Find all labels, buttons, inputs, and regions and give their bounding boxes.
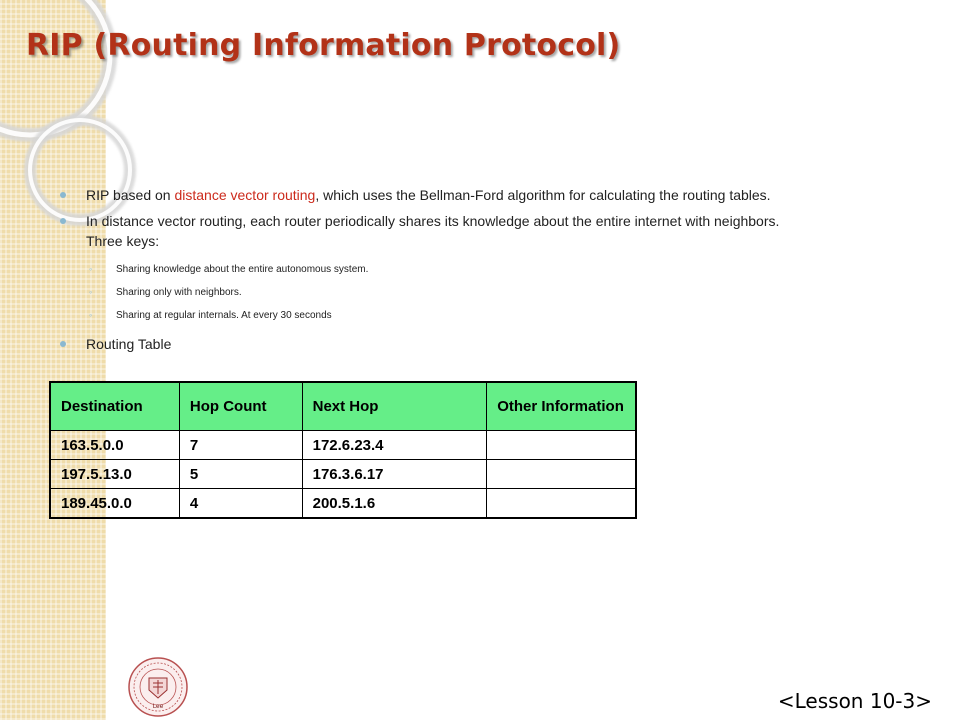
ring-bullet-icon: ◦ [89, 310, 93, 320]
cell-other-information [487, 489, 636, 519]
table-row [50, 460, 636, 489]
cell-next-hop: 200.5.1.6 [302, 489, 487, 519]
ring-bullet-icon: ◦ [89, 264, 93, 274]
header-next-hop: Next Hop [302, 382, 487, 431]
sub-bullet-text: Sharing knowledge about the entire autonomous system. [116, 264, 369, 275]
bullet-text: Routing Table [86, 336, 172, 352]
cell-next-hop: 172.6.23.4 [302, 431, 487, 460]
seal-text: Lee [152, 703, 164, 710]
header-hop-count: Hop Count [179, 382, 302, 431]
bullet-text-line1: In distance vector routing, each router periodically shares its knowledge about the entire internet with neighbors. [86, 213, 780, 229]
cell-next-hop: 176.3.6.17 [302, 460, 487, 489]
circle-bullet-icon [60, 218, 66, 224]
sub-bullet-item [60, 309, 920, 322]
bullet-routing-table [60, 334, 920, 354]
bullet-rip-definition [60, 185, 920, 205]
bullet-text-pre: RIP based on [86, 187, 175, 203]
bullet-text-post: , which uses the Bellman-Ford algorithm for calculating the routing tables. [315, 187, 771, 203]
cell-destination: 189.45.0.0 [50, 489, 179, 519]
cell-hop-count: 7 [179, 431, 302, 460]
cell-hop-count: 4 [179, 489, 302, 519]
bullet-text-line2: Three keys: [86, 233, 160, 249]
cell-destination: 197.5.13.0 [50, 460, 179, 489]
cell-other-information [487, 431, 636, 460]
header-other-information: Other Information [487, 382, 636, 431]
routing-table [49, 381, 637, 519]
table-header-row [50, 382, 636, 431]
cell-hop-count: 5 [179, 460, 302, 489]
sub-bullet-item [60, 286, 920, 299]
ring-bullet-icon: ◦ [89, 287, 93, 297]
footer-lesson-label: <Lesson 10-3> [777, 689, 932, 713]
header-destination: Destination [50, 382, 179, 431]
cell-destination: 163.5.0.0 [50, 431, 179, 460]
sub-bullet-item [60, 263, 920, 276]
table-row [50, 489, 636, 519]
bullet-distance-vector [60, 211, 920, 251]
sub-bullet-text: Sharing at regular internals. At every 30 seconds [116, 310, 332, 321]
circle-bullet-icon [60, 341, 66, 347]
cell-other-information [487, 460, 636, 489]
highlight-distance-vector: distance vector routing [174, 187, 316, 203]
circle-bullet-icon [60, 192, 66, 198]
bullet-content [60, 185, 920, 360]
table-row [50, 431, 636, 460]
sub-bullet-text: Sharing only with neighbors. [116, 287, 242, 298]
slide-title: RIP (Routing Information Protocol) [26, 28, 621, 63]
sub-bullet-list [60, 263, 920, 322]
university-seal-icon [127, 656, 189, 718]
